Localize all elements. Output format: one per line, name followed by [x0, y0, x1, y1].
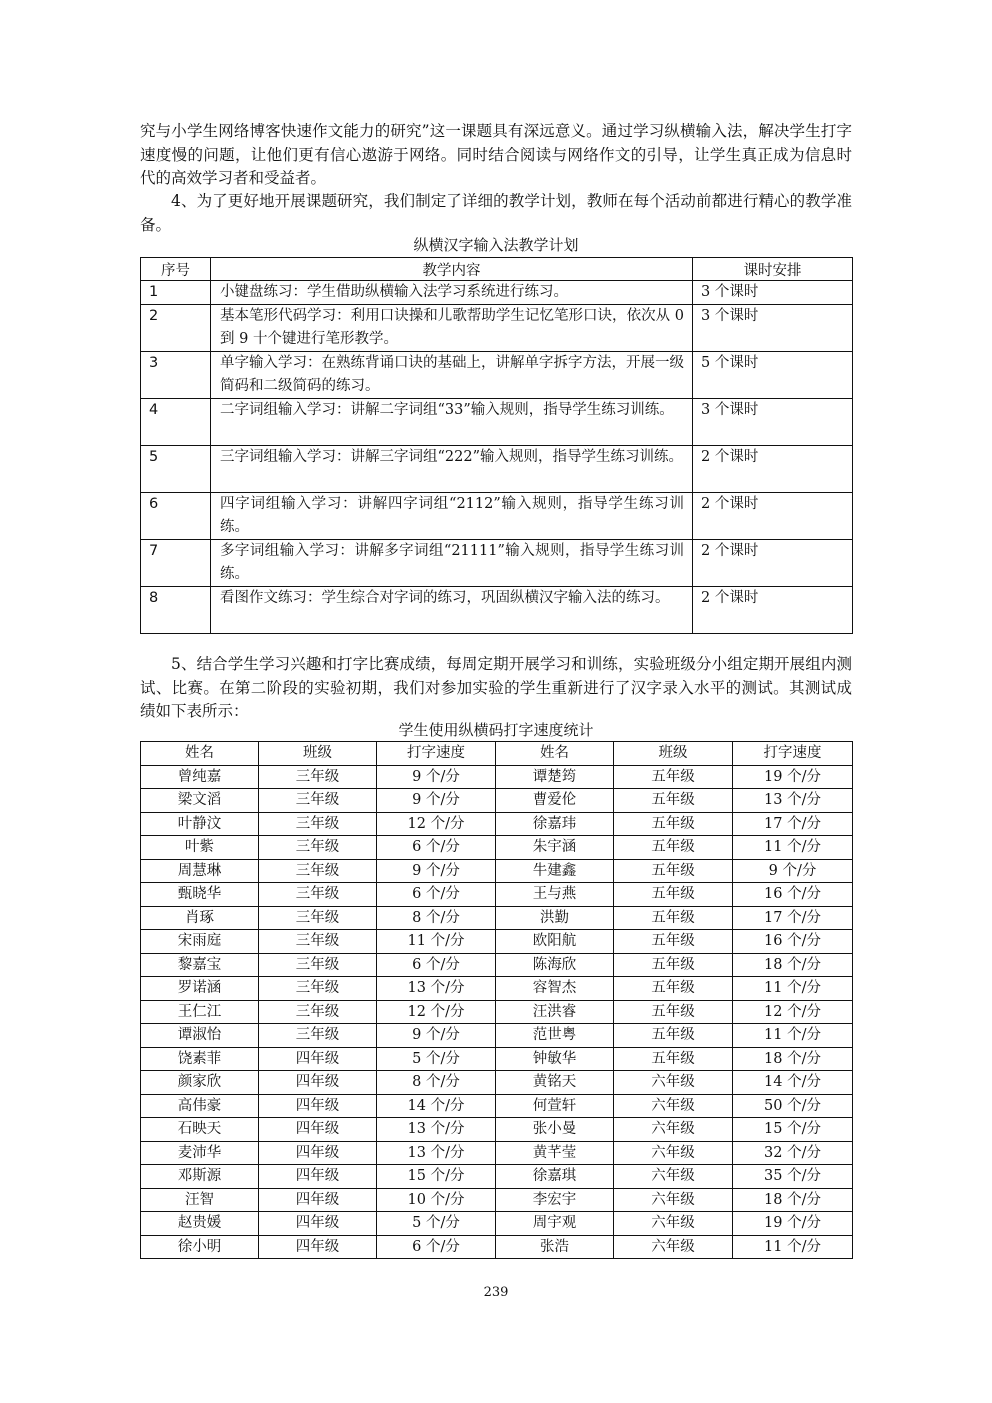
- plan-cell-content: 单字输入学习：在熟练背诵口诀的基础上，讲解单字拆字方法，开展一级简码和二级简码的练习。: [211, 352, 693, 399]
- speed-cell-name-2: 曹爱伦: [496, 789, 614, 813]
- speed-cell-speed-2: 16 个/分: [733, 883, 853, 907]
- plan-cell-num: 7: [141, 540, 211, 587]
- speed-cell-name-2: 牛建鑫: [496, 859, 614, 883]
- speed-cell-class-2: 六年级: [614, 1071, 733, 1095]
- speed-row: [141, 836, 853, 860]
- speed-cell-speed-2: 13 个/分: [733, 789, 853, 813]
- plan-row: [141, 352, 853, 399]
- speed-row: [141, 1141, 853, 1165]
- speed-row: [141, 1094, 853, 1118]
- speed-cell-name-2: 陈海欣: [496, 953, 614, 977]
- speed-cell-speed-2: 17 个/分: [733, 906, 853, 930]
- speed-cell-class-2: 五年级: [614, 812, 733, 836]
- plan-row: [141, 305, 853, 352]
- speed-cell-name-2: 王与燕: [496, 883, 614, 907]
- speed-cell-speed-2: 15 个/分: [733, 1118, 853, 1142]
- teaching-plan-table: [140, 257, 853, 634]
- speed-cell-class: 三年级: [259, 789, 377, 813]
- speed-row: [141, 765, 853, 789]
- plan-cell-num: 5: [141, 446, 211, 493]
- plan-row: [141, 281, 853, 305]
- speed-cell-speed: 14 个/分: [377, 1094, 496, 1118]
- speed-cell-name: 梁文滔: [141, 789, 259, 813]
- speed-cell-name-2: 李宏宇: [496, 1188, 614, 1212]
- speed-cell-class-2: 五年级: [614, 883, 733, 907]
- plan-cell-num: 8: [141, 587, 211, 634]
- speed-cell-speed: 5 个/分: [377, 1047, 496, 1071]
- speed-cell-speed-2: 14 个/分: [733, 1071, 853, 1095]
- plan-row: [141, 493, 853, 540]
- speed-row: [141, 1047, 853, 1071]
- speed-cell-speed: 9 个/分: [377, 1024, 496, 1048]
- speed-cell-speed-2: 16 个/分: [733, 930, 853, 954]
- speed-cell-class: 三年级: [259, 812, 377, 836]
- speed-cell-name-2: 范世粤: [496, 1024, 614, 1048]
- plan-cell-num: 4: [141, 399, 211, 446]
- speed-cell-name-2: 欧阳航: [496, 930, 614, 954]
- speed-cell-speed: 10 个/分: [377, 1188, 496, 1212]
- speed-cell-name: 麦沛华: [141, 1141, 259, 1165]
- speed-cell-class-2: 五年级: [614, 953, 733, 977]
- speed-cell-name-2: 容智杰: [496, 977, 614, 1001]
- speed-cell-name: 邓斯源: [141, 1165, 259, 1189]
- speed-cell-class: 三年级: [259, 953, 377, 977]
- speed-cell-speed: 6 个/分: [377, 953, 496, 977]
- speed-cell-speed-2: 50 个/分: [733, 1094, 853, 1118]
- speed-header-speed: 打字速度: [377, 742, 496, 766]
- speed-cell-name-2: 钟敏华: [496, 1047, 614, 1071]
- speed-cell-name-2: 汪洪睿: [496, 1000, 614, 1024]
- speed-cell-speed: 12 个/分: [377, 1000, 496, 1024]
- speed-cell-name: 周慧琳: [141, 859, 259, 883]
- speed-cell-speed-2: 17 个/分: [733, 812, 853, 836]
- speed-cell-speed: 13 个/分: [377, 1141, 496, 1165]
- speed-row: [141, 1071, 853, 1095]
- speed-row: [141, 789, 853, 813]
- speed-cell-class: 三年级: [259, 930, 377, 954]
- speed-table-caption: 学生使用纵横码打字速度统计: [398, 721, 594, 739]
- plan-cell-content: 小键盘练习：学生借助纵横输入法学习系统进行练习。: [211, 281, 693, 305]
- speed-cell-name-2: 谭楚筠: [496, 765, 614, 789]
- paragraph-intro: 究与小学生网络博客快速作文能力的研究”这一课题具有深远意义。通过学习纵横输入法，解决学生打字速度慢的问题，让他们更有信心遨游于网络。同时结合阅读与网络作文的引导，让学生真正成为信息时代的高效学习者和受益者。: [140, 122, 852, 187]
- speed-row: [141, 1165, 853, 1189]
- plan-cell-hours: 2 个课时: [693, 540, 853, 587]
- plan-cell-hours: 3 个课时: [693, 399, 853, 446]
- speed-cell-speed-2: 11 个/分: [733, 977, 853, 1001]
- speed-cell-name: 高伟豪: [141, 1094, 259, 1118]
- speed-cell-name-2: 张小曼: [496, 1118, 614, 1142]
- speed-cell-name: 叶静汶: [141, 812, 259, 836]
- speed-row: [141, 977, 853, 1001]
- speed-cell-class-2: 五年级: [614, 789, 733, 813]
- plan-row: [141, 540, 853, 587]
- plan-cell-content: 基本笔形代码学习：利用口诀操和儿歌帮助学生记忆笔形口诀，依次从 0 到 9 十个键进行笔形教学。: [211, 305, 693, 352]
- speed-cell-class-2: 五年级: [614, 1000, 733, 1024]
- speed-cell-speed: 9 个/分: [377, 789, 496, 813]
- speed-cell-class: 四年级: [259, 1071, 377, 1095]
- speed-header-row: [141, 742, 853, 766]
- speed-cell-speed-2: 18 个/分: [733, 953, 853, 977]
- speed-cell-class-2: 五年级: [614, 977, 733, 1001]
- speed-cell-class: 三年级: [259, 906, 377, 930]
- plan-row: [141, 587, 853, 634]
- speed-cell-class: 四年级: [259, 1094, 377, 1118]
- speed-cell-name-2: 张浩: [496, 1235, 614, 1259]
- speed-cell-class: 四年级: [259, 1118, 377, 1142]
- speed-cell-name: 甄晓华: [141, 883, 259, 907]
- speed-row: [141, 1024, 853, 1048]
- speed-cell-speed-2: 11 个/分: [733, 1235, 853, 1259]
- speed-cell-class-2: 五年级: [614, 906, 733, 930]
- plan-cell-hours: 3 个课时: [693, 305, 853, 352]
- speed-header-class: 班级: [259, 742, 377, 766]
- paragraph-4: 4、为了更好地开展课题研究，我们制定了详细的教学计划，教师在每个活动前都进行精心的教学准备。: [140, 192, 852, 234]
- speed-cell-name-2: 朱宇涵: [496, 836, 614, 860]
- speed-cell-speed-2: 11 个/分: [733, 1024, 853, 1048]
- speed-cell-name: 王仁江: [141, 1000, 259, 1024]
- speed-cell-speed-2: 11 个/分: [733, 836, 853, 860]
- speed-cell-speed-2: 19 个/分: [733, 1212, 853, 1236]
- speed-cell-name: 肖琢: [141, 906, 259, 930]
- plan-cell-content: 多字词组输入学习：讲解多字词组“21111”输入规则，指导学生练习训练。: [211, 540, 693, 587]
- speed-cell-name: 黎嘉宝: [141, 953, 259, 977]
- plan-header-hours: 课时安排: [693, 258, 853, 281]
- speed-cell-name: 赵贵媛: [141, 1212, 259, 1236]
- speed-row: [141, 906, 853, 930]
- speed-cell-class: 四年级: [259, 1141, 377, 1165]
- speed-cell-speed: 6 个/分: [377, 1235, 496, 1259]
- speed-cell-class-2: 五年级: [614, 930, 733, 954]
- speed-cell-class: 四年级: [259, 1235, 377, 1259]
- speed-row: [141, 1188, 853, 1212]
- plan-table-caption: 纵横汉字输入法教学计划: [413, 236, 579, 254]
- speed-row: [141, 1235, 853, 1259]
- speed-cell-class: 三年级: [259, 859, 377, 883]
- plan-row: [141, 399, 853, 446]
- speed-cell-speed-2: 9 个/分: [733, 859, 853, 883]
- speed-cell-class-2: 五年级: [614, 1024, 733, 1048]
- speed-cell-name-2: 黄铭天: [496, 1071, 614, 1095]
- speed-row: [141, 859, 853, 883]
- speed-cell-speed: 11 个/分: [377, 930, 496, 954]
- plan-cell-content: 三字词组输入学习：讲解三字词组“222”输入规则，指导学生练习训练。: [211, 446, 693, 493]
- speed-cell-class: 三年级: [259, 1024, 377, 1048]
- speed-cell-name: 宋雨庭: [141, 930, 259, 954]
- speed-row: [141, 1212, 853, 1236]
- plan-header-num: 序号: [141, 258, 211, 281]
- speed-cell-name: 饶素菲: [141, 1047, 259, 1071]
- speed-cell-name-2: 黄芊莹: [496, 1141, 614, 1165]
- speed-cell-name-2: 何萱轩: [496, 1094, 614, 1118]
- plan-header-content: 教学内容: [211, 258, 693, 281]
- plan-row: [141, 446, 853, 493]
- plan-cell-content: 四字词组输入学习：讲解四字词组“2112”输入规则，指导学生练习训练。: [211, 493, 693, 540]
- speed-cell-speed-2: 18 个/分: [733, 1188, 853, 1212]
- plan-cell-num: 2: [141, 305, 211, 352]
- plan-cell-hours: 2 个课时: [693, 587, 853, 634]
- speed-cell-speed: 9 个/分: [377, 765, 496, 789]
- speed-cell-name: 谭淑怡: [141, 1024, 259, 1048]
- paragraph-5: 5、结合学生学习兴趣和打字比赛成绩，每周定期开展学习和训练，实验班级分小组定期开展组内测试、比赛。在第二阶段的实验初期，我们对参加实验的学生重新进行了汉字录入水平的测试。其测试成绩如下表所示：: [140, 655, 852, 720]
- speed-cell-name: 曾纯嘉: [141, 765, 259, 789]
- speed-cell-class-2: 五年级: [614, 836, 733, 860]
- speed-cell-name-2: 徐嘉琪: [496, 1165, 614, 1189]
- plan-cell-num: 3: [141, 352, 211, 399]
- speed-cell-speed-2: 32 个/分: [733, 1141, 853, 1165]
- speed-row: [141, 883, 853, 907]
- speed-cell-class-2: 六年级: [614, 1188, 733, 1212]
- plan-cell-hours: 2 个课时: [693, 493, 853, 540]
- plan-cell-hours: 3 个课时: [693, 281, 853, 305]
- plan-header-row: [141, 258, 853, 281]
- speed-header-name: 姓名: [141, 742, 259, 766]
- speed-cell-name: 罗诺涵: [141, 977, 259, 1001]
- speed-cell-speed: 8 个/分: [377, 906, 496, 930]
- speed-cell-class: 四年级: [259, 1212, 377, 1236]
- plan-cell-num: 6: [141, 493, 211, 540]
- speed-cell-speed: 9 个/分: [377, 859, 496, 883]
- speed-cell-class: 四年级: [259, 1188, 377, 1212]
- speed-cell-speed: 6 个/分: [377, 836, 496, 860]
- speed-cell-name-2: 周宇观: [496, 1212, 614, 1236]
- speed-cell-class-2: 五年级: [614, 1047, 733, 1071]
- speed-cell-speed-2: 19 个/分: [733, 765, 853, 789]
- speed-cell-speed: 13 个/分: [377, 1118, 496, 1142]
- plan-cell-num: 1: [141, 281, 211, 305]
- speed-cell-name: 汪智: [141, 1188, 259, 1212]
- speed-cell-speed-2: 35 个/分: [733, 1165, 853, 1189]
- speed-cell-class: 三年级: [259, 765, 377, 789]
- speed-row: [141, 953, 853, 977]
- speed-cell-name: 徐小明: [141, 1235, 259, 1259]
- speed-cell-class: 三年级: [259, 836, 377, 860]
- speed-cell-speed: 5 个/分: [377, 1212, 496, 1236]
- page-number: 239: [483, 1285, 509, 1300]
- speed-cell-class: 四年级: [259, 1047, 377, 1071]
- speed-cell-class-2: 六年级: [614, 1094, 733, 1118]
- plan-cell-hours: 5 个课时: [693, 352, 853, 399]
- typing-speed-table: [140, 741, 853, 1259]
- speed-cell-name-2: 徐嘉玮: [496, 812, 614, 836]
- speed-cell-name-2: 洪勤: [496, 906, 614, 930]
- speed-cell-class: 三年级: [259, 1000, 377, 1024]
- speed-row: [141, 1000, 853, 1024]
- speed-cell-class-2: 六年级: [614, 1165, 733, 1189]
- speed-cell-speed: 12 个/分: [377, 812, 496, 836]
- speed-cell-class: 四年级: [259, 1165, 377, 1189]
- speed-cell-speed: 13 个/分: [377, 977, 496, 1001]
- speed-cell-speed: 6 个/分: [377, 883, 496, 907]
- speed-cell-speed-2: 18 个/分: [733, 1047, 853, 1071]
- plan-cell-hours: 2 个课时: [693, 446, 853, 493]
- speed-cell-class: 三年级: [259, 977, 377, 1001]
- speed-cell-class: 三年级: [259, 883, 377, 907]
- speed-header-name-2: 姓名: [496, 742, 614, 766]
- speed-cell-speed: 15 个/分: [377, 1165, 496, 1189]
- speed-cell-name: 石映天: [141, 1118, 259, 1142]
- speed-header-speed-2: 打字速度: [733, 742, 853, 766]
- speed-header-class-2: 班级: [614, 742, 733, 766]
- speed-cell-class-2: 六年级: [614, 1235, 733, 1259]
- speed-cell-name: 颜家欣: [141, 1071, 259, 1095]
- speed-cell-class-2: 六年级: [614, 1141, 733, 1165]
- speed-cell-class-2: 五年级: [614, 765, 733, 789]
- speed-row: [141, 812, 853, 836]
- speed-row: [141, 1118, 853, 1142]
- speed-cell-speed-2: 12 个/分: [733, 1000, 853, 1024]
- speed-cell-class-2: 六年级: [614, 1118, 733, 1142]
- speed-cell-class-2: 五年级: [614, 859, 733, 883]
- speed-row: [141, 930, 853, 954]
- speed-cell-speed: 8 个/分: [377, 1071, 496, 1095]
- speed-cell-class-2: 六年级: [614, 1212, 733, 1236]
- speed-cell-name: 叶紫: [141, 836, 259, 860]
- plan-cell-content: 看图作文练习：学生综合对字词的练习，巩固纵横汉字输入法的练习。: [211, 587, 693, 634]
- plan-cell-content: 二字词组输入学习：讲解二字词组“33”输入规则，指导学生练习训练。: [211, 399, 693, 446]
